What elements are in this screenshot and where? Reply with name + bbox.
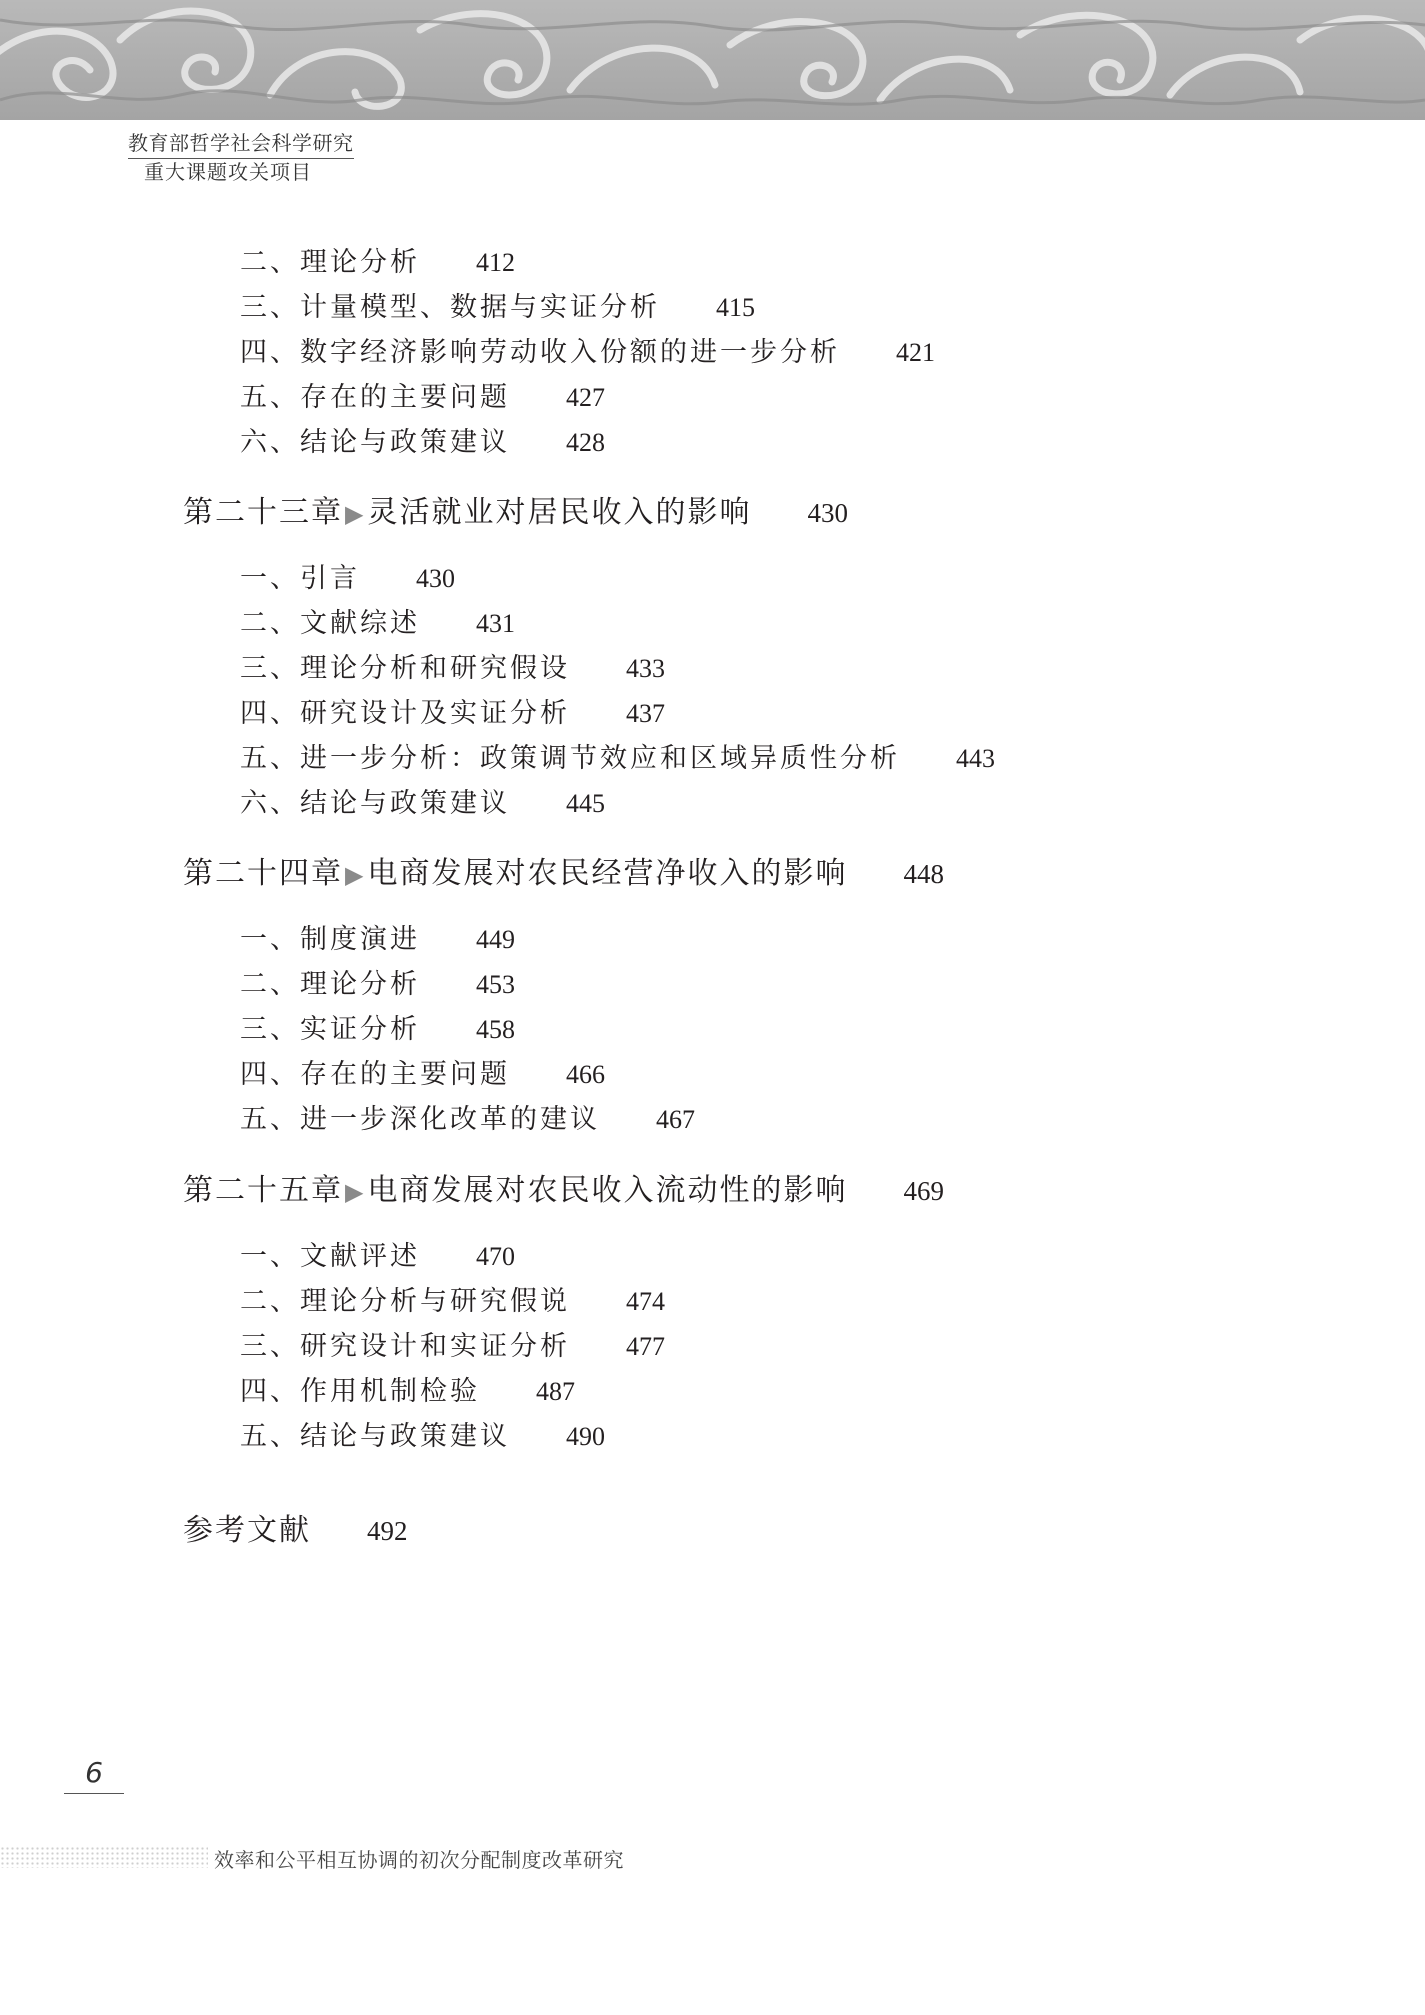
toc-chapter-title: 灵活就业对居民收入的影响 (367, 495, 752, 530)
toc-section-title: 五、存在的主要问题 (240, 382, 510, 413)
toc-page-number: 430 (807, 498, 848, 528)
toc-entry[interactable] (240, 917, 515, 956)
series-title-line1: 教育部哲学社会科学研究 (128, 130, 354, 159)
toc-page-number: 474 (626, 1287, 665, 1316)
toc-page-number: 477 (626, 1332, 665, 1361)
toc-section-title: 二、理论分析与研究假说 (240, 1286, 570, 1317)
toc-entry[interactable] (240, 1279, 665, 1318)
toc-entry[interactable] (240, 962, 515, 1001)
toc-page-number: 449 (476, 925, 515, 954)
toc-entry[interactable] (240, 1414, 605, 1453)
toc-chapter-label: 第二十四章 (183, 856, 343, 891)
toc-section-title: 四、作用机制检验 (240, 1376, 480, 1407)
series-header (128, 130, 354, 185)
toc-page-number: 470 (476, 1242, 515, 1271)
toc-section-title: 一、文献评述 (240, 1241, 420, 1272)
book-title: 效率和公平相互协调的初次分配制度改革研究 (214, 1848, 624, 1872)
toc-page-number: 490 (566, 1422, 605, 1451)
toc-section-title: 五、进一步分析：政策调节效应和区域异质性分析 (240, 743, 900, 774)
cloud-pattern-banner (0, 0, 1425, 120)
toc-entry[interactable] (240, 1234, 515, 1273)
toc-page-number: 427 (566, 383, 605, 412)
toc-section-title: 二、理论分析 (240, 247, 420, 278)
toc-page-number: 492 (367, 1516, 408, 1546)
toc-page-number: 421 (896, 338, 935, 367)
toc-section-title: 四、存在的主要问题 (240, 1059, 510, 1090)
toc-entry[interactable] (240, 420, 605, 459)
toc-page-number: 428 (566, 428, 605, 457)
toc-page-number: 445 (566, 789, 605, 818)
triangle-arrow-icon: ▶ (345, 500, 366, 528)
toc-section-title: 三、研究设计和实证分析 (240, 1331, 570, 1362)
toc-section-title: 二、文献综述 (240, 608, 420, 639)
triangle-arrow-icon: ▶ (345, 861, 366, 889)
toc-section-title: 三、计量模型、数据与实证分析 (240, 292, 660, 323)
toc-entry[interactable] (240, 1052, 605, 1091)
toc-section-title: 三、实证分析 (240, 1014, 420, 1045)
toc-page-number: 443 (956, 744, 995, 773)
toc-references-entry[interactable] (183, 1505, 408, 1549)
toc-section-title: 一、引言 (240, 563, 360, 594)
toc-page-number: 469 (903, 1176, 944, 1206)
toc-section-title: 六、结论与政策建议 (240, 788, 510, 819)
toc-entry[interactable] (240, 1097, 695, 1136)
toc-entry[interactable] (240, 330, 935, 369)
toc-entry[interactable] (240, 1324, 665, 1363)
triangle-arrow-icon: ▶ (345, 1178, 366, 1206)
toc-section-title: 五、结论与政策建议 (240, 1421, 510, 1452)
toc-page-number: 487 (536, 1377, 575, 1406)
cloud-pattern-image (0, 0, 1425, 120)
toc-entry[interactable] (240, 691, 665, 730)
toc-section-title: 五、进一步深化改革的建议 (240, 1104, 600, 1135)
toc-entry[interactable] (240, 285, 755, 324)
toc-section-title: 六、结论与政策建议 (240, 427, 510, 458)
dotted-pattern (0, 1846, 208, 1868)
toc-chapter-entry[interactable] (183, 848, 944, 892)
toc-page-number: 458 (476, 1015, 515, 1044)
toc-page-number: 430 (416, 564, 455, 593)
toc-section-title: 四、数字经济影响劳动收入份额的进一步分析 (240, 337, 840, 368)
toc-entry[interactable] (240, 556, 455, 595)
toc-entry[interactable] (240, 240, 515, 279)
toc-page-number: 437 (626, 699, 665, 728)
toc-section-title: 四、研究设计及实证分析 (240, 698, 570, 729)
toc-chapter-title: 电商发展对农民收入流动性的影响 (367, 1173, 848, 1208)
toc-entry[interactable] (240, 781, 605, 820)
footer (0, 1844, 624, 1872)
toc-chapter-entry[interactable] (183, 1165, 944, 1209)
toc-chapter-label: 第二十三章 (183, 495, 343, 530)
toc-page-number: 415 (716, 293, 755, 322)
toc-entry[interactable] (240, 1369, 575, 1408)
toc-section-title: 一、制度演进 (240, 924, 420, 955)
toc-chapter-entry[interactable] (183, 487, 848, 531)
toc-page-number: 448 (903, 859, 944, 889)
series-title-line2: 重大课题攻关项目 (144, 160, 312, 184)
toc-references-title: 参考文献 (183, 1513, 311, 1548)
toc-page-number: 467 (656, 1105, 695, 1134)
toc-section-title: 二、理论分析 (240, 969, 420, 1000)
toc-entry[interactable] (240, 375, 605, 414)
toc-chapter-label: 第二十五章 (183, 1173, 343, 1208)
page-number: 6 (64, 1756, 124, 1794)
toc-page-number: 433 (626, 654, 665, 683)
toc-page-number: 466 (566, 1060, 605, 1089)
toc-page-number: 431 (476, 609, 515, 638)
toc-chapter-title: 电商发展对农民经营净收入的影响 (367, 856, 848, 891)
toc-page-number: 412 (476, 248, 515, 277)
toc-entry[interactable] (240, 601, 515, 640)
toc-entry[interactable] (240, 646, 665, 685)
toc-entry[interactable] (240, 736, 995, 775)
toc-entry[interactable] (240, 1007, 515, 1046)
toc-page-number: 453 (476, 970, 515, 999)
toc-section-title: 三、理论分析和研究假设 (240, 653, 570, 684)
